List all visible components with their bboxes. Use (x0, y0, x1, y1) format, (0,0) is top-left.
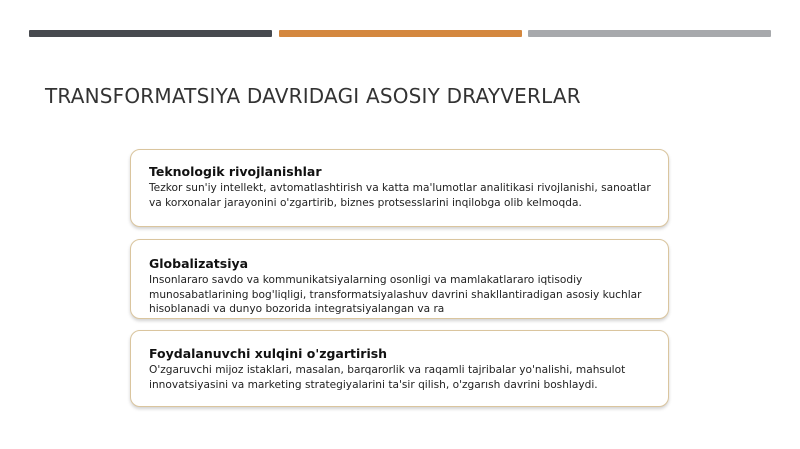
driver-card-consumer-behavior (130, 330, 669, 407)
accent-bar-orange (279, 30, 522, 37)
card-title: Teknologik rivojlanishlar (149, 164, 322, 179)
accent-bar-dark (29, 30, 272, 37)
card-text: Insonlararo savdo va kommunikatsiyalarning osonligi va mamlakatlararo iqtisodiy munosabatlarining bog'liqligi, transformatsiyalashuv davrini shakllantiradigan asosiy kuchlar hisoblanadi va dunyo bozorida integratsiyalangan va ra (149, 274, 642, 315)
driver-card-globalization (130, 239, 669, 319)
slide-title: TRANSFORMATSIYA DAVRIDAGI ASOSIY DRAYVERLAR (45, 84, 581, 108)
card-title: Foydalanuvchi xulqini o'zgartirish (149, 346, 388, 361)
accent-bar-gray (528, 30, 771, 37)
card-text: Tezkor sun'iy intellekt, avtomatlashtirish va katta ma'lumotlar analitikasi rivojlanishi, sanoatlar va korxonalar jarayonini o'zgartirib, biznes protsesslarini inqilobga olib kelmoqda. (149, 182, 651, 209)
card-title: Globalizatsiya (149, 256, 249, 271)
card-text: O'zgaruvchi mijoz istaklari, masalan, barqarorlik va raqamli tajribalar yo'nalishi, mahsulot innovatsiyasini va marketing strategiyalarini ta'sir qilish, o'zgarısh davrini boshlaydi. (149, 364, 626, 391)
driver-card-technology (130, 149, 669, 227)
